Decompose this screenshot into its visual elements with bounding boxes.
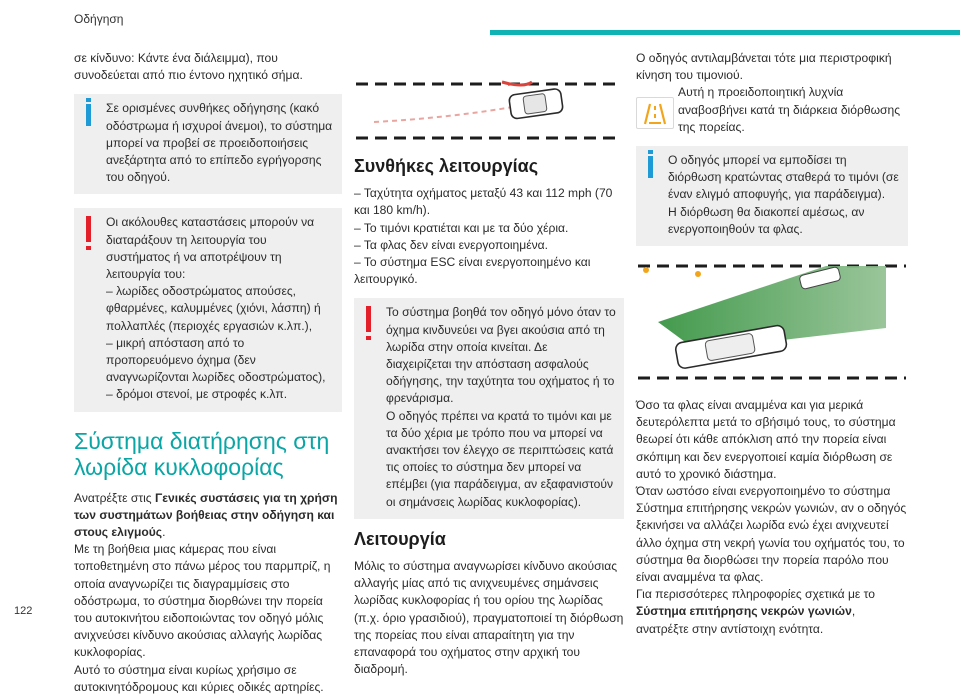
- warning-note-intro: Οι ακόλουθες καταστάσεις μπορούν να διαταράξουν τη λειτουργία του συστήματος ή να αποτρέψουν τη λειτουργία του:: [106, 215, 315, 282]
- info-icon: [86, 104, 91, 126]
- body-paragraph: Αυτό το σύστημα είναι κυρίως χρήσιμο σε αυτοκινητόδρομους και κύριες οδικές αρτηρίες.: [74, 662, 324, 694]
- info-note: [74, 94, 342, 194]
- reference-text: [74, 490, 342, 542]
- column-3: [636, 50, 908, 638]
- page-header-title: Οδήγηση: [74, 12, 124, 26]
- info-note-text: Η διόρθωση θα διακοπεί αμέσως, αν ενεργοποιηθούν τα φλας.: [668, 204, 865, 236]
- warning-list: [106, 283, 334, 403]
- warning-note-text: Το σύστημα βοηθά τον οδηγό μόνο όταν το όχημα κινδυνεύει να βγει ακούσια από τη λωρίδα στην οποία κινείται. Δε διαχειρίζεται την απόσταση ασφαλούς οδήγησης, την ταχύτητα του οχήματος ή το φρενάρισμα.: [386, 305, 616, 406]
- lamp-description: Αυτή η προειδοποιητική λυχνία αναβοσβήνει κατά τη διάρκεια διόρθωσης της πορείας.: [678, 85, 901, 134]
- warning-note: [354, 298, 624, 518]
- lane-keeping-warning-lamp-icon: [636, 97, 674, 129]
- reference-suffix: .: [162, 525, 166, 540]
- body-paragraph: Με τη βοήθεια μιας κάμερας που είναι τοποθετημένη στο πάνω μέρος του παρμπρίζ, η οποία αναγνωρίζει τις διαγραμμίσεις στο οδόστρωμα, το σύστημα διορθώνει την πορεία του αυτοκινήτου ειδοποιώντας τον οδηγό μόλις ανιχνεύσει κίνδυνο ακούσιας αλλαγής λωρίδας κυκλοφορίας.: [74, 542, 331, 660]
- body-text-prefix: Για περισσότερες πληροφορίες σχετικά με το: [636, 587, 875, 602]
- info-note: [636, 146, 908, 246]
- intro-text: Ο οδηγός αντιλαμβάνεται τότε μια περιστροφική κίνηση του τιμονιού.: [636, 51, 892, 83]
- section-heading: Λειτουργία: [354, 528, 446, 549]
- body-paragraph: Όταν ωστόσο είναι ενεργοποιημένο το σύστημα Σύστημα επιτήρησης νεκρών γωνιών, αν ο οδηγός ξεκινήσει να αλλάζει λωρίδα ενώ έχει ανιχνευτεί άλλο όχημα στη νεκρή γωνία του οχήματός του, το σύστημα θα διορθώσει την πορεία παρόλο που είναι αναμμένα τα φλας.: [636, 484, 907, 585]
- body-paragraph: [636, 586, 908, 638]
- warning-icon: [366, 306, 371, 332]
- warning-note: [74, 208, 342, 411]
- list-item: – Ταχύτητα οχήματος μεταξύ 43 και 112 mph (70 και 180 km/h).: [354, 186, 613, 218]
- list-item: – λωρίδες οδοστρώματος απούσες, φθαρμένες, καλυμμένες (χιόνι, λάσπη) ή πολλαπλές (περιοχές εργασιών κ.λπ.),: [106, 284, 321, 333]
- reference-link-text: Γενικές συστάσεις για τη χρήση των συστημάτων βοήθειας στην οδήγηση και στους ελιγμούς: [74, 490, 338, 540]
- intro-text: σε κίνδυνο: Κάντε ένα διάλειμμα), που συνοδεύεται από πιο έντονο ηχητικό σήμα.: [74, 51, 303, 83]
- column-1: [74, 50, 342, 696]
- list-item: – Το τιμόνι κρατιέται και με τα δύο χέρια.: [354, 220, 569, 235]
- column-2: [354, 78, 624, 678]
- lane-drift-illustration: [354, 78, 624, 144]
- info-icon: [648, 156, 653, 178]
- conditions-list: [354, 185, 624, 288]
- list-item: – μικρή απόσταση από το προπορευόμενο όχημα (δεν αναγνωρίζονται λωρίδες οδοστρώματος),: [106, 335, 326, 385]
- section-heading: Συνθήκες λειτουργίας: [354, 156, 539, 176]
- list-item: – Τα φλας δεν είναι ενεργοποιημένα.: [354, 237, 549, 252]
- warning-icon: [86, 216, 91, 242]
- section-heading: Σύστημα διατήρησης στη λωρίδα κυκλοφορίας: [74, 427, 330, 480]
- body-text-suffix: , ανατρέξτε στην αντίστοιχη ενότητα.: [636, 604, 856, 636]
- warning-note-text: Ο οδηγός πρέπει να κρατά το τιμόνι και με τα δύο χέρια με τρόπο που να μπορεί να ανακτήσει τον έλεγχο σε περιπτώσεις κατά τις οποίες το σύστημα δεν μπορεί να επέμβει (για παράδειγμα, αν εξαφανιστούν οι σημάνσεις λωρίδας κυκλοφορίας).: [386, 408, 614, 509]
- header-accent-bar: [490, 30, 960, 35]
- info-note-text: Ο οδηγός μπορεί να εμποδίσει τη διόρθωση κρατώντας σταθερά το τιμόνι (σε έναν ελιγμό αποφυγής, για παράδειγμα).: [668, 153, 899, 202]
- info-note-text: Σε ορισμένες συνθήκες οδήγησης (κακό οδόστρωμα ή ισχυροί άνεμοι), το σύστημα μπορεί να προβεί σε προειδοποιήσεις ανεξάρτητα από το επίπεδο εγρήγορσης του οδηγού.: [106, 101, 333, 185]
- body-paragraph: Όσο τα φλας είναι αναμμένα και για μερικά δευτερόλεπτα μετά το σβήσιμό τους, το σύστημα θεωρεί ότι κάθε απόκλιση από την πορεία είναι σκόπιμη και δεν ενεργοποιεί καμία διόρθωση σε αυτό το χρονικό διάστημα.: [636, 398, 896, 481]
- blind-spot-illustration: [636, 260, 908, 385]
- reference-link-text: Σύστημα επιτήρησης νεκρών γωνιών: [636, 604, 852, 619]
- list-item: – Το σύστημα ESC είναι ενεργοποιημένο και λειτουργικό.: [354, 255, 591, 287]
- reference-prefix: Ανατρέξτε στις: [74, 490, 155, 505]
- page-number: 122: [14, 605, 33, 617]
- list-item: – δρόμοι στενοί, με στροφές κ.λπ.: [106, 387, 288, 402]
- body-paragraph: Μόλις το σύστημα αναγνωρίσει κίνδυνο ακούσιας αλλαγής μίας από τις ανιχνευμένες σημάνσεις λωρίδας κυκλοφορίας ή του ορίου της λωρίδας (π.χ. όριο γρασιδιού), πραγματοποιεί τη διόρθωση της πορείας που είναι απαραίτητη για την επαναφορά του οχήματος στην αρχική του διαδρομή.: [354, 559, 624, 677]
